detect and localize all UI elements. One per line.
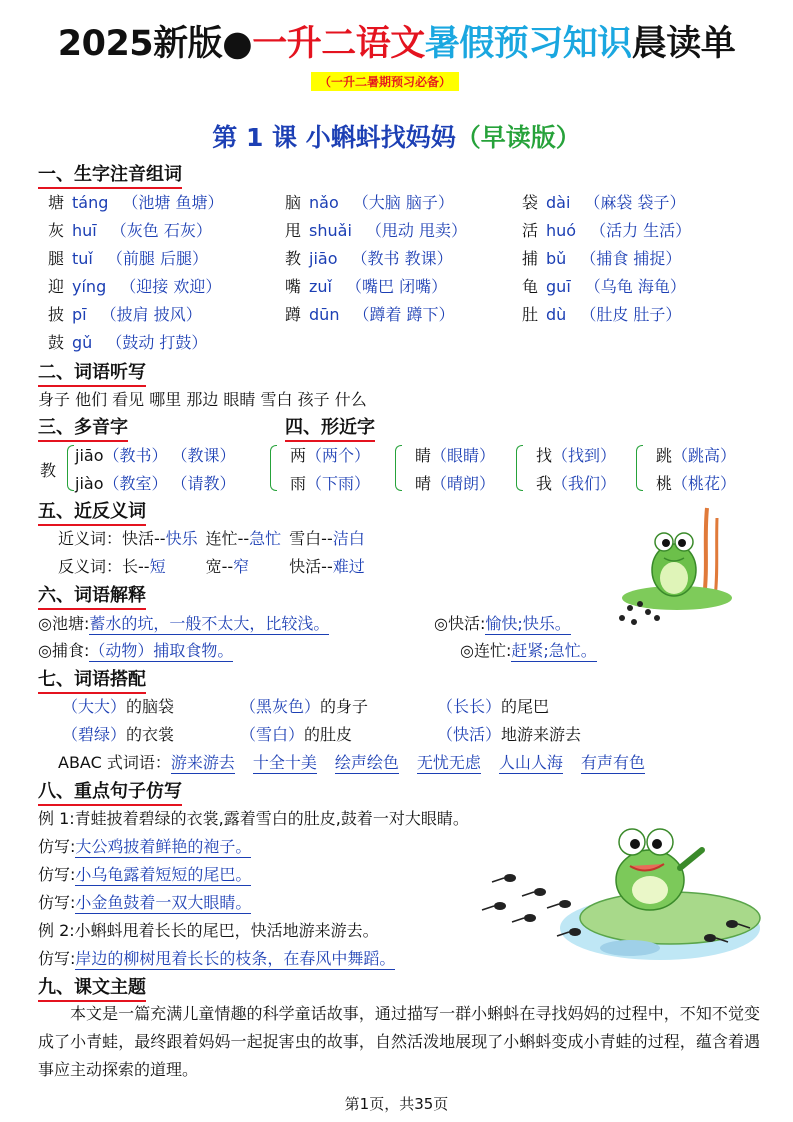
char-entry (48, 330, 207, 353)
title-dot: ● (222, 24, 253, 64)
char-words: （甩动 甩卖） (365, 221, 467, 240)
collocation-noun: 地游来游去 (501, 725, 582, 744)
abac-word: 无忧无虑 (416, 753, 481, 772)
explain-3 (38, 638, 233, 661)
synonym-2-a: 连忙-- (205, 529, 250, 548)
char-entry (48, 190, 223, 213)
char-pinyin: dù (546, 305, 567, 324)
collocation-fill: （碧绿） (62, 725, 127, 744)
polyphone-pinyin-1: jiāo (75, 446, 104, 465)
similar-char-row (536, 471, 616, 494)
char-words: （迎接 欢迎） (120, 277, 222, 296)
char-words: （前腿 后腿） (106, 249, 208, 268)
section-heading-9-text: 九、课文主题 (38, 977, 146, 998)
similar-char-row (415, 471, 495, 494)
char-pinyin: huó (546, 221, 577, 240)
char-pinyin: gǔ (72, 333, 93, 352)
char: 甩 (285, 221, 302, 240)
imitate-answer-3: 小金鱼鼓着一双大眼睛。 (75, 893, 252, 912)
title-part-a: 2025新版 (57, 24, 223, 64)
collocation-noun: 的身子 (320, 697, 369, 716)
antonym-2-b: 窄 (233, 557, 250, 576)
char-pinyin: shuǎi (309, 221, 352, 240)
char-words: （蹲着 蹲下） (353, 305, 455, 324)
char-pinyin: yíng (72, 277, 107, 296)
section-heading-7 (38, 665, 146, 691)
antonym-2-a: 宽-- (205, 557, 234, 576)
similar-word: （两个） (306, 446, 371, 465)
subtitle-badge: （一升二暑期预习必备） (311, 72, 459, 91)
similar-char: 两 (290, 446, 307, 465)
similar-brace (270, 445, 277, 491)
polyphone-brace (67, 445, 74, 491)
collocation-noun: 的肚皮 (304, 725, 353, 744)
similar-word: （晴朗） (431, 474, 496, 493)
char-words: （池塘 鱼塘） (122, 193, 224, 212)
title-part-c: 暑假预习知识 (424, 24, 632, 64)
similar-char-row (536, 443, 616, 466)
lesson-name: 第 1 课 小蝌蚪找妈妈 (212, 123, 456, 152)
explain-3-term: ◎捕食: (38, 641, 90, 660)
antonyms-row (58, 554, 365, 577)
example-sentence-2: 例 2:小蝌蚪甩着长长的尾巴，快活地游来游去。 (38, 921, 379, 940)
synonym-3-a: 雪白-- (289, 529, 333, 548)
abac-word: 人山人海 (498, 753, 563, 772)
similar-word: （桃花） (672, 474, 737, 493)
similar-char: 找 (536, 446, 553, 465)
page-title (0, 16, 793, 66)
collocation-fill: （大大） (62, 697, 127, 716)
abac-label: ABAC 式词语： (58, 753, 171, 772)
similar-brace (395, 445, 402, 491)
section-heading-7-text: 七、词语搭配 (38, 669, 146, 690)
char-words: （嘴巴 闭嘴） (346, 277, 448, 296)
section-heading-1 (38, 160, 182, 186)
antonym-3-a: 快活-- (289, 557, 333, 576)
char-pinyin: pī (72, 305, 87, 324)
similar-char: 跳 (656, 446, 673, 465)
char: 脑 (285, 193, 302, 212)
char: 腿 (48, 249, 65, 268)
char: 灰 (48, 221, 65, 240)
char-words: （活力 生活） (590, 221, 692, 240)
char-words: （披肩 披风） (100, 305, 202, 324)
explain-1-term: ◎池塘: (38, 614, 90, 633)
lesson-title (0, 118, 793, 154)
explain-1 (38, 611, 329, 634)
title-part-b: 一升二语文 (252, 24, 425, 64)
char-pinyin: tuǐ (72, 249, 93, 268)
char-pinyin: táng (72, 193, 109, 212)
collocation-item (240, 694, 368, 717)
char: 龟 (522, 277, 539, 296)
char-words: （乌龟 海龟） (584, 277, 686, 296)
char: 披 (48, 305, 65, 324)
dictation-words: 身子 他们 看见 哪里 那边 眼睛 雪白 孩子 什么 (38, 390, 367, 409)
frog-tadpoles-illustration (470, 808, 770, 973)
abac-row (58, 750, 645, 773)
page-footer: 第1页，共35页 (344, 1095, 449, 1113)
similar-char: 晴 (415, 474, 432, 493)
similar-word: （眼睛） (431, 446, 496, 465)
char-entry (48, 302, 202, 325)
char-pinyin: guī (546, 277, 571, 296)
similar-brace (516, 445, 523, 491)
imitate-label: 仿写: (38, 865, 76, 884)
similar-char: 我 (536, 474, 553, 493)
char: 捕 (522, 249, 539, 268)
collocation-fill: （雪白） (240, 725, 305, 744)
section-heading-3 (38, 413, 128, 439)
char-words: （捕食 捕捉） (580, 249, 682, 268)
polyphone-char: 教 (40, 461, 57, 480)
section-heading-9 (38, 973, 146, 999)
section-heading-3-text: 三、多音字 (38, 417, 128, 438)
similar-char-row (415, 443, 495, 466)
polyphone-word-1b: （教课） (179, 446, 236, 465)
collocation-item (62, 722, 174, 745)
similar-brace (636, 445, 643, 491)
imitate-label: 仿写: (38, 893, 76, 912)
polyphone-word-2a: （教室） (103, 474, 168, 493)
char-pinyin: jiāo (309, 249, 338, 268)
char-pinyin: huī (72, 221, 97, 240)
char-pinyin: nǎo (309, 193, 339, 212)
polyphone-word-2b: （请教） (179, 474, 236, 493)
section-heading-6-text: 六、词语解释 (38, 585, 146, 606)
char-entry (285, 246, 453, 269)
similar-char-row (290, 443, 370, 466)
char-entry (522, 274, 686, 297)
collocation-noun: 的衣裳 (126, 725, 175, 744)
char-pinyin: zuǐ (309, 277, 332, 296)
imitate-line-3 (38, 890, 251, 913)
char-words: （灰色 石灰） (110, 221, 212, 240)
char: 塘 (48, 193, 65, 212)
collocation-item (437, 722, 581, 745)
antonym-1-b: 短 (149, 557, 166, 576)
char-entry (522, 190, 686, 213)
synonym-1-a: 快活-- (122, 529, 166, 548)
imitate-answer-1: 大公鸡披着鲜艳的袍子。 (75, 837, 252, 856)
collocation-fill: （快活） (437, 725, 502, 744)
similar-char-row (656, 443, 736, 466)
imitate-line-4 (38, 946, 395, 969)
abac-word: 十全十美 (252, 753, 317, 772)
explain-2 (434, 611, 571, 634)
explain-4-term: ◎连忙: (460, 641, 512, 660)
char-pinyin: bǔ (546, 249, 567, 268)
imitate-line-1 (38, 834, 251, 857)
char-entry (285, 218, 467, 241)
char: 肚 (522, 305, 539, 324)
char: 嘴 (285, 277, 302, 296)
collocation-item (62, 694, 174, 717)
char: 教 (285, 249, 302, 268)
char-pinyin: dài (546, 193, 571, 212)
char-entry (522, 246, 681, 269)
section-heading-1-text: 一、生字注音组词 (38, 164, 182, 185)
explain-1-def: 蓄水的坑，一般不太大，比较浅。 (89, 614, 330, 633)
char-pinyin: dūn (309, 305, 340, 324)
title-part-d: 晨读单 (631, 24, 736, 64)
section-heading-4 (285, 413, 375, 439)
section-heading-5-text: 五、近反义词 (38, 501, 146, 522)
section-heading-2 (38, 358, 146, 384)
abac-word: 绘声绘色 (334, 753, 399, 772)
section-heading-8-text: 八、重点句子仿写 (38, 781, 182, 802)
char-words: （鼓动 打鼓） (106, 333, 208, 352)
similar-word: （跳高） (672, 446, 737, 465)
char: 活 (522, 221, 539, 240)
polyphone-row-1 (75, 443, 236, 466)
abac-word: 游来游去 (170, 753, 235, 772)
section-heading-5 (38, 497, 146, 523)
char-entry (285, 302, 455, 325)
similar-char-row (290, 471, 370, 494)
antonym-3-b: 难过 (332, 557, 365, 576)
char-entry (285, 190, 454, 213)
synonym-1-b: 快乐 (165, 529, 198, 548)
section-heading-8 (38, 777, 182, 803)
imitate-answer-4: 岸边的柳树甩着长长的枝条，在春风中舞蹈。 (75, 949, 396, 968)
char-entry (285, 274, 447, 297)
similar-char: 睛 (415, 446, 432, 465)
char-entry (48, 246, 208, 269)
frog-on-lilypad-illustration (612, 498, 742, 628)
polyphone-row-2 (75, 471, 236, 494)
char: 鼓 (48, 333, 65, 352)
char-entry (522, 218, 691, 241)
section-heading-6 (38, 581, 146, 607)
explain-2-def: 愉快;快乐。 (485, 614, 571, 633)
imitate-label: 仿写: (38, 837, 76, 856)
similar-word: （找到） (552, 446, 617, 465)
char-words: （肚皮 肚子） (580, 305, 682, 324)
polyphone-word-1a: （教书） (103, 446, 168, 465)
abac-word: 有声有色 (580, 753, 645, 772)
imitate-line-2 (38, 862, 251, 885)
collocation-item (240, 722, 352, 745)
similar-char: 雨 (290, 474, 307, 493)
synonym-3-b: 洁白 (332, 529, 365, 548)
section-heading-2-text: 二、词语听写 (38, 362, 146, 383)
collocation-item (437, 694, 549, 717)
explain-4 (460, 638, 597, 661)
antonyms-label: 反义词： (58, 557, 123, 576)
char: 蹲 (285, 305, 302, 324)
theme-paragraph: 本文是一篇充满儿童情趣的科学童话故事，通过描写一群小蝌蚪在寻找妈妈的过程中，不知不觉变成了小青蛙，最终跟着妈妈一起捉害虫的故事，自然活泼地展现了小蝌蚪变成小青蛙的过程，蕴含着遇事应主动探索的道理。 (38, 1004, 760, 1079)
char: 迎 (48, 277, 65, 296)
synonym-2-b: 急忙 (249, 529, 282, 548)
char-entry (522, 302, 681, 325)
section-heading-4-text: 四、形近字 (285, 417, 375, 438)
lesson-edition: （早读版） (455, 123, 581, 152)
char-entry (48, 274, 221, 297)
example-sentence-1: 例 1:青蛙披着碧绿的衣裳,露着雪白的肚皮,鼓着一对大眼睛。 (38, 809, 469, 828)
char-words: （教书 教课） (351, 249, 453, 268)
explain-4-def: 赶紧;急忙。 (511, 641, 597, 660)
similar-char-row (656, 471, 736, 494)
explain-3-def: （动物）捕取食物。 (89, 641, 234, 660)
char: 袋 (522, 193, 539, 212)
char-entry (48, 218, 212, 241)
char-words: （麻袋 袋子） (584, 193, 686, 212)
collocation-noun: 的脑袋 (126, 697, 175, 716)
synonyms-label: 近义词： (58, 529, 123, 548)
collocation-fill: （黑灰色） (240, 697, 321, 716)
polyphone-pinyin-2: jiào (75, 474, 104, 493)
similar-word: （下雨） (306, 474, 371, 493)
synonyms-row (58, 526, 365, 549)
antonym-1-a: 长-- (122, 557, 150, 576)
collocation-noun: 的尾巴 (501, 697, 550, 716)
imitate-label: 仿写: (38, 949, 76, 968)
collocation-fill: （长长） (437, 697, 502, 716)
similar-char: 桃 (656, 474, 673, 493)
similar-word: （我们） (552, 474, 617, 493)
explain-2-term: ◎快活: (434, 614, 486, 633)
char-words: （大脑 脑子） (352, 193, 454, 212)
imitate-answer-2: 小乌龟露着短短的尾巴。 (75, 865, 252, 884)
